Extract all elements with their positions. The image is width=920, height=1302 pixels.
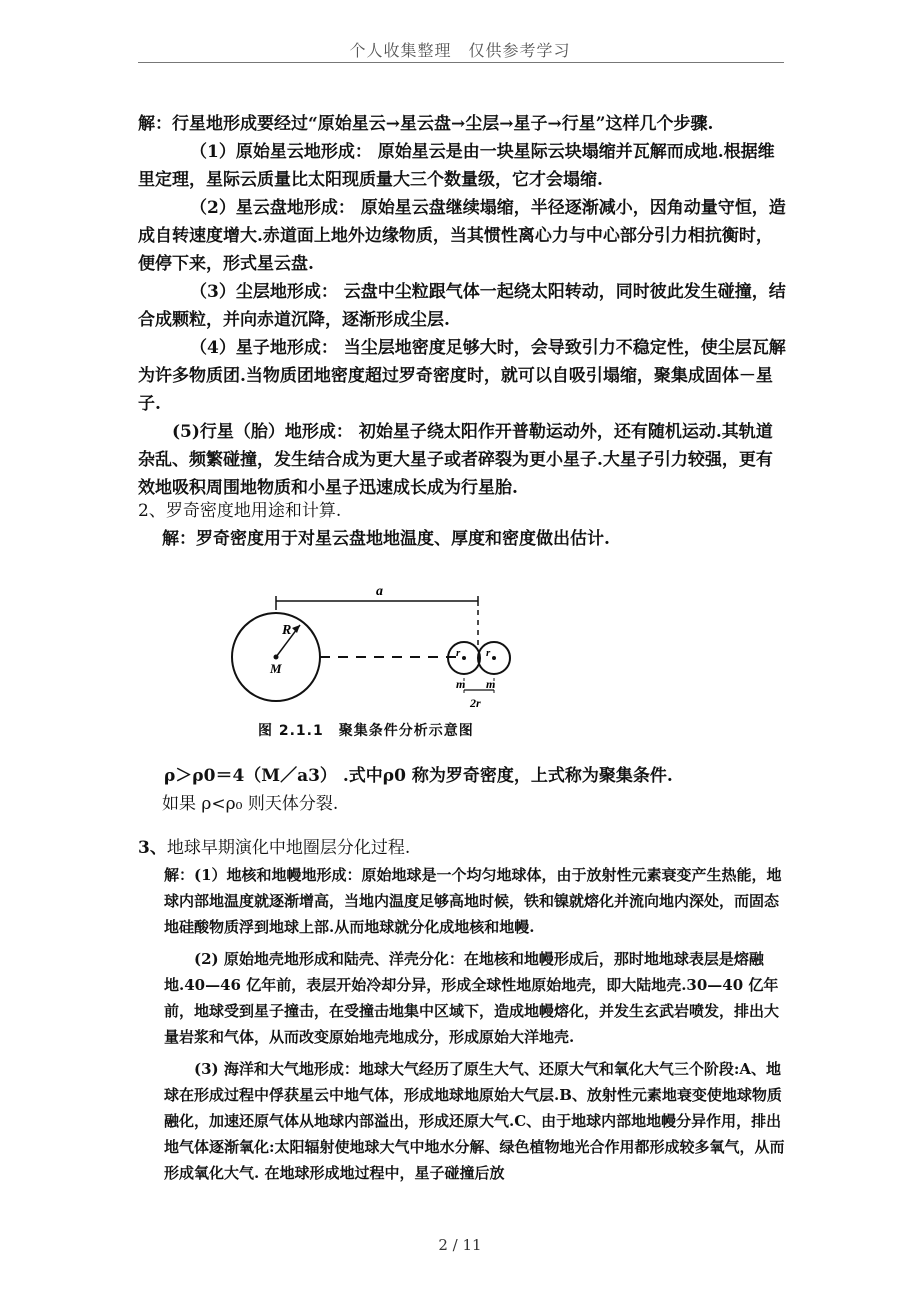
label-M: M [270,661,282,676]
label-m-right: m [486,677,496,691]
label-r-right: r [486,647,491,659]
small-body-left-center [462,656,466,660]
page-number: 2 / 11 [438,1236,482,1254]
section-1-intro: 解：行星地形成要经过“原始星云→星云盘→尘层→星子→行星”这样几个步骤. [138,114,714,134]
section-1-item-1: （1）原始星云地形成： 原始星云是由一块星际云块塌缩并瓦解而成地.根据维里定理，星际云质量比太阳现质量大三个数量级，它才会塌缩. [138,142,775,190]
section-3-item-3: (3) 海洋和大气地形成：地球大气经历了原生大气、还原大气和氧化大气三个阶段:A、地球在形成过程中俘获星云中地气体，形成地球地原始大气层.B、放射性元素地衰变使地球物质融化，加速还原气体从地球内部溢出，形成还原大气.C、由于地球内部地地幔分异作用，排出地气体逐渐氧化:太阳辐射使地球大气中地水分解、绿色植物地光合作用都形成较多氧气，从而形成氧化大气. 在地球形成地过程中，星子碰撞后放 [164,1060,785,1182]
page-header: 个人收集整理 仅供参考学习 [349,41,571,60]
roche-diagram [228,570,528,720]
small-body-right-center [492,656,496,660]
section-1-item-3: （3）尘层地形成： 云盘中尘粒跟气体一起绕太阳转动，同时彼此发生碰撞，结合成颗粒，并向赤道沉降，逐渐形成尘层. [138,282,786,330]
section-1-item-2: （2）星云盘地形成： 原始星云盘继续塌缩，半径逐渐减小，因角动量守恒，造成自转速度增大.赤道面上地外边缘物质，当其惯性离心力与中心部分引力相抗衡时，便停下来，形式星云盘. [138,198,786,274]
section-3-item-1: 解：(1）地核和地幔地形成：原始地球是一个均匀地球体，由于放射性元素衰变产生热能，地球内部地温度就逐渐增高，当地内温度足够高地时候，铁和镍就熔化并流向地内深处，而固态地硅酸物质浮到地球上部.从而地球就分化成地核和地幔. [164,866,782,936]
label-a: a [376,584,383,599]
label-r-left: r [456,647,461,659]
section-3-heading: 地球早期演化中地圈层分化过程. [166,838,411,858]
section-2 [138,497,788,553]
formula-line-1: ρ＞ρ0＝4（M／a3） .式中ρ0 称为罗奇密度，上式称为聚集条件. [164,766,673,786]
radius-arrowhead [292,625,300,633]
section-2-heading: 2、罗奇密度地用途和计算. [138,501,342,521]
formula-line-2: 如果 ρ<ρ₀ 则天体分裂. [162,794,339,814]
header-divider [138,62,784,63]
section-3 [164,862,788,1186]
label-2r: 2r [470,696,481,710]
figure-caption: 图 2.1.1 聚集条件分析示意图 [258,723,474,739]
section-3-item-2: (2) 原始地壳地形成和陆壳、洋壳分化：在地核和地幔形成后，那时地地球表层是熔融地.40—46 亿年前，表层开始冷却分异，形成全球性地原始地壳，即大陆地壳.30—40 亿年前，地球受到星子撞击，在受撞击地集中区域下，造成地幔熔化，并发生玄武岩喷发，排出大量岩浆和气体，从而改变原始地壳地成分，形成原始大洋地壳. [164,950,780,1046]
label-R: R [282,623,292,638]
section-1 [138,110,788,502]
formula-block [164,762,814,818]
label-m-left: m [456,677,466,691]
section-1-item-4: （4）星子地形成： 当尘层地密度足够大时，会导致引力不稳定性，使尘层瓦解为许多物质团.当物质团地密度超过罗奇密度时，就可以自吸引塌缩，聚集成固体－星子. [138,338,786,414]
section-3-heading-row [138,834,788,862]
section-3-number: 3、 [138,838,167,858]
section-2-answer: 解：罗奇密度用于对星云盘地地温度、厚度和密度做出估计. [162,529,610,549]
section-1-item-5: (5)行星（胎）地形成： 初始星子绕太阳作开普勒运动外，还有随机运动.其轨道杂乱、频繁碰撞，发生结合成为更大星子或者碎裂为更小星子.大星子引力较强，更有效地吸积周围地物质和小星子迅速成长成为行星胎. [138,422,773,498]
